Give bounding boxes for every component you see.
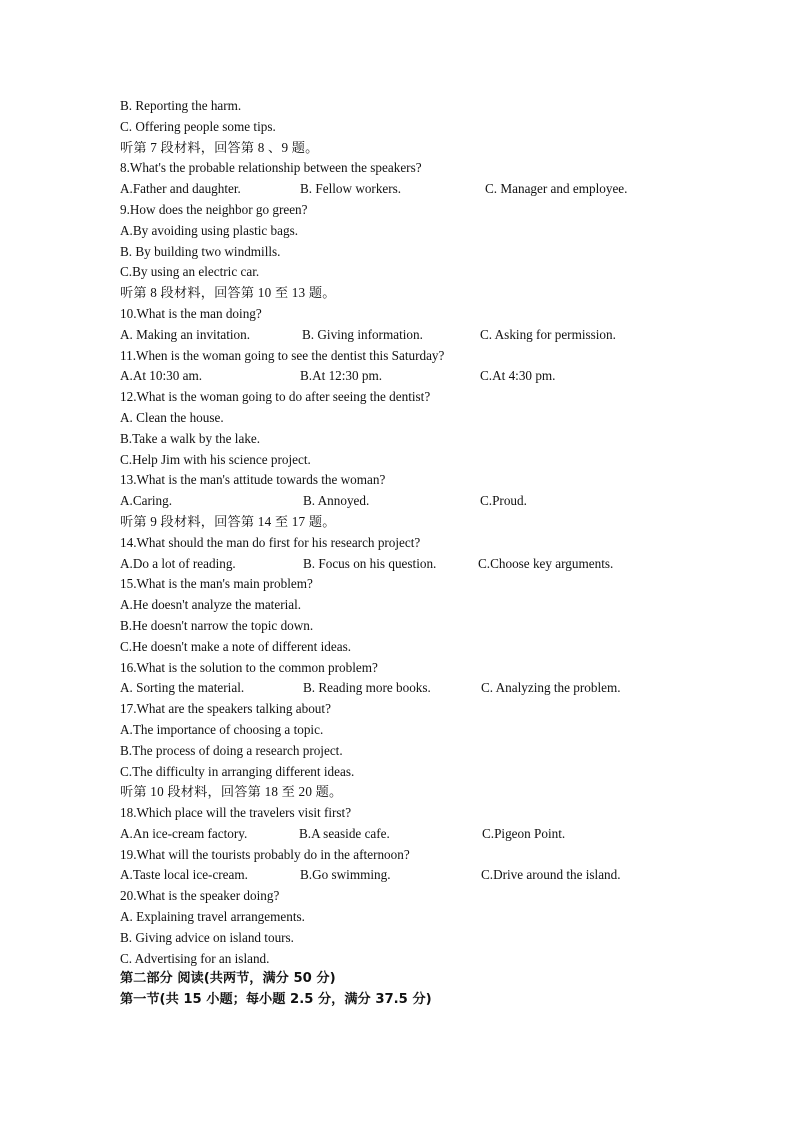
question-line: 18.Which place will the travelers visit first? <box>120 805 352 821</box>
answer-option-c: C.Choose key arguments. <box>478 555 614 571</box>
question-line: 15.What is the man's main problem? <box>120 576 313 592</box>
answer-options-row <box>120 678 720 699</box>
question-line: B. Giving advice on island tours. <box>120 929 294 945</box>
question-line: A.He doesn't analyze the material. <box>120 597 302 613</box>
question-line: B. By building two windmills. <box>120 243 281 259</box>
question-line: 17.What are the speakers talking about? <box>120 701 331 717</box>
question-line: A.The importance of choosing a topic. <box>120 721 324 737</box>
answer-option-a: A.At 10:30 am. <box>120 368 203 384</box>
answer-option-c: C. Analyzing the problem. <box>481 680 621 696</box>
section-instruction: 听第 9 段材料，回答第 14 至 17 题。 <box>120 513 336 529</box>
question-line: B.Take a walk by the lake. <box>120 430 261 446</box>
answer-option-a: A. Sorting the material. <box>120 680 245 696</box>
question-line: 8.What's the probable relationship between the speakers? <box>120 160 422 176</box>
question-line: C.Help Jim with his science project. <box>120 451 311 467</box>
answer-option-b: B. Giving information. <box>302 326 423 342</box>
answer-option-b: B. Focus on his question. <box>303 555 437 571</box>
answer-options-row <box>120 366 720 387</box>
question-line: 20.What is the speaker doing? <box>120 888 280 904</box>
question-line: C.By using an electric car. <box>120 264 260 280</box>
question-line: B.The process of doing a research project. <box>120 742 343 758</box>
answer-option-a: A. Making an invitation. <box>120 326 251 342</box>
answer-options-row <box>120 824 720 845</box>
question-line: C.He doesn't make a note of different ideas. <box>120 638 352 654</box>
question-line: 10.What is the man doing? <box>120 305 262 321</box>
part-heading: 第二部分 阅读(共两节，满分 50 分) <box>120 971 336 987</box>
answer-options-row <box>120 325 720 346</box>
question-line: B. Reporting the harm. <box>120 98 242 113</box>
question-line: 12.What is the woman going to do after seeing the dentist? <box>120 389 431 405</box>
question-line: A. Explaining travel arrangements. <box>120 909 305 925</box>
answer-option-c: C.At 4:30 pm. <box>480 368 556 384</box>
answer-option-a: A.An ice-cream factory. <box>120 825 248 841</box>
question-line: C. Advertising for an island. <box>120 950 270 966</box>
answer-option-a: A.Taste local ice-cream. <box>120 867 248 883</box>
question-line: B.He doesn't narrow the topic down. <box>120 617 314 633</box>
question-line: C. Offering people some tips. <box>120 118 276 134</box>
answer-options-row <box>120 491 720 512</box>
answer-options-row <box>120 179 720 200</box>
question-line: A.By avoiding using plastic bags. <box>120 222 299 238</box>
answer-option-a: A.Father and daughter. <box>120 181 241 197</box>
question-line: A. Clean the house. <box>120 409 224 425</box>
answer-option-b: B.Go swimming. <box>300 867 391 883</box>
question-line: 13.What is the man's attitude towards the woman? <box>120 472 386 488</box>
part-heading: 第一节(共 15 小题；每小题 2.5 分，满分 37.5 分) <box>120 992 432 1008</box>
question-line: C.The difficulty in arranging different ideas. <box>120 763 355 779</box>
answer-option-a: A.Do a lot of reading. <box>120 555 236 571</box>
question-line: 14.What should the man do first for his research project? <box>120 534 421 550</box>
answer-options-row <box>120 865 720 886</box>
document-page <box>120 96 720 1011</box>
question-line: 9.How does the neighbor go green? <box>120 201 308 217</box>
answer-option-c: C.Proud. <box>480 493 527 509</box>
question-list <box>120 96 720 1011</box>
section-instruction: 听第 8 段材料，回答第 10 至 13 题。 <box>120 285 336 301</box>
answer-option-a: A.Caring. <box>120 493 173 509</box>
answer-option-b: B. Annoyed. <box>303 493 370 509</box>
answer-option-b: B.A seaside cafe. <box>299 825 390 841</box>
question-line: 19.What will the tourists probably do in the afternoon? <box>120 846 410 862</box>
answer-option-b: B. Reading more books. <box>303 680 431 696</box>
answer-options-row <box>120 554 720 575</box>
answer-option-c: C.Pigeon Point. <box>482 825 566 841</box>
question-line: 11.When is the woman going to see the dentist this Saturday? <box>120 347 445 363</box>
answer-option-b: B. Fellow workers. <box>300 181 402 197</box>
answer-option-c: C.Drive around the island. <box>481 867 621 883</box>
section-instruction: 听第 7 段材料，回答第 8 、9 题。 <box>120 139 319 155</box>
answer-option-c: C. Manager and employee. <box>485 181 628 197</box>
section-instruction: 听第 10 段材料，回答第 18 至 20 题。 <box>120 784 343 800</box>
answer-option-c: C. Asking for permission. <box>480 326 616 342</box>
question-line: 16.What is the solution to the common problem? <box>120 659 378 675</box>
answer-option-b: B.At 12:30 pm. <box>300 368 383 384</box>
